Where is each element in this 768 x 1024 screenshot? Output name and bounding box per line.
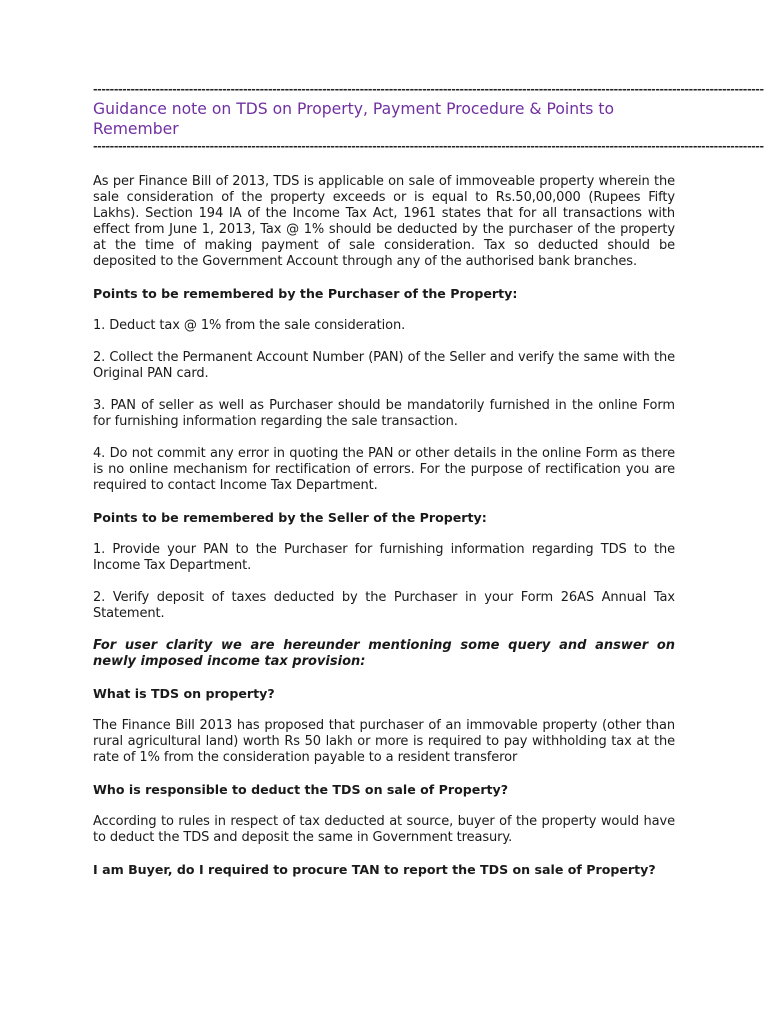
document-page	[93, 83, 764, 878]
top-divider: -----------------------------------------------------------------------------------------------------------------------------------------------------------------	[93, 83, 764, 96]
faq-question-1: What is TDS on property?	[93, 686, 275, 701]
clarity-note: For user clarity we are hereunder mentioning some query and answer on newly imposed income tax provision:	[93, 638, 675, 669]
seller-heading: Points to be remembered by the Seller of the Property:	[93, 510, 487, 525]
faq-answer-1: The Finance Bill 2013 has proposed that purchaser of an immovable property (other than rural agricultural land) worth Rs 50 lakh or more is required to pay withholding tax at the rate of 1% from the consideration payable to a resident transferor	[93, 718, 675, 765]
purchaser-point-1: 1. Deduct tax @ 1% from the sale consideration.	[93, 318, 406, 333]
intro-paragraph: As per Finance Bill of 2013, TDS is applicable on sale of immoveable property wherein the sale consideration of the property exceeds or is equal to Rs.50,00,000 (Rupees Fifty Lakhs). Section 194 IA of the Income Tax Act, 1961 states that for all transactions with effect from June 1, 2013, Tax @ 1% should be deducted by the purchaser of the property at the time of making payment of sale consideration. Tax so deducted should be deposited to the Government Account through any of the authorised bank branches.	[93, 174, 675, 269]
document-title: Guidance note on TDS on Property, Payment Procedure & Points to Remember	[93, 100, 614, 138]
faq-question-3: I am Buyer, do I required to procure TAN to report the TDS on sale of Property?	[93, 862, 656, 877]
seller-point-2: 2. Verify deposit of taxes deducted by the Purchaser in your Form 26AS Annual Tax Statement.	[93, 590, 675, 621]
faq-question-2: Who is responsible to deduct the TDS on sale of Property?	[93, 782, 509, 797]
purchaser-point-3: 3. PAN of seller as well as Purchaser should be mandatorily furnished in the online Form for furnishing information regarding the sale transaction.	[93, 398, 675, 429]
faq-answer-2: According to rules in respect of tax deducted at source, buyer of the property would have to deduct the TDS and deposit the same in Government treasury.	[93, 814, 675, 845]
purchaser-point-4: 4. Do not commit any error in quoting the PAN or other details in the online Form as there is no online mechanism for rectification of errors. For the purpose of rectification you are required to contact Income Tax Department.	[93, 446, 675, 493]
purchaser-heading: Points to be remembered by the Purchaser of the Property:	[93, 286, 518, 301]
purchaser-point-2: 2. Collect the Permanent Account Number (PAN) of the Seller and verify the same with the Original PAN card.	[93, 350, 675, 381]
bottom-divider: -----------------------------------------------------------------------------------------------------------------------------------------------------------------	[93, 140, 764, 153]
seller-point-1: 1. Provide your PAN to the Purchaser for furnishing information regarding TDS to the Income Tax Department.	[93, 542, 675, 573]
